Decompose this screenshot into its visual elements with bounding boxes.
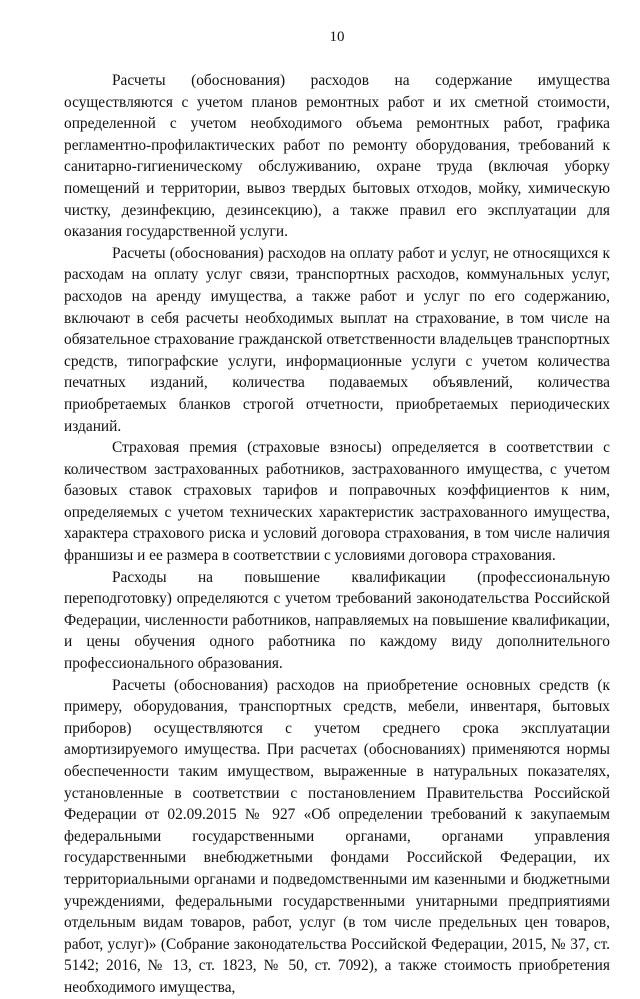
paragraph-property-maintenance: Расчеты (обоснования) расходов на содержание имущества осуществляются с учетом планов ремонтных работ и их сметной стоимости, определенной с учетом необходимого объема ремонтных работ, графика регламентно-профилактических работ по ремонту оборудования, требований к санитарно-гигиеническому обслуживанию, охране труда (включая уборку помещений и территории, вывоз твердых бытовых отходов, мойку, химическую чистку, дезинфекцию, дезинсекцию), а также правил его эксплуатации для оказания государственной услуги. bbox=[64, 72, 610, 241]
paragraph-fixed-assets: Расчеты (обоснования) расходов на приобретение основных средств (к примеру, оборудования, транспортных средств, мебели, инвентаря, бытовых приборов) осуществляются с учетом среднего срока эксплуатации амортизируемого имущества. При расчетах (обоснованиях) применяются нормы обеспеченности таким имуществом, выраженные в натуральных показателях, установленные в соответствии с постановлением Правительства Российской Федерации от 02.09.2015 № 927 «Об определении требований к закупаемым федеральными государственными органами, органами управления государственными внебюджетными фондами Российской Федерации, их территориальными органами и подведомственными им казенными и бюджетными учреждениями, федеральными государственными унитарными предприятиями отдельным видам товаров, работ, услуг (в том числе предельных цен товаров, работ, услуг)» (Собрание законодательства Российской Федерации, 2015, № 37, ст. 5142; 2016, № 13, ст. 1823, № 50, ст. 7092), а также стоимость приобретения необходимого имущества, bbox=[64, 676, 610, 996]
paragraph-insurance-premium: Страховая премия (страховые взносы) определяется в соответствии с количеством застрахованных работников, застрахованного имущества, с учетом базовых ставок страховых тарифов и поправочных коэффициентов к ним, определяемых с учетом технических характеристик застрахованного имущества, характера страхового риска и условий договора страхования, в том числе наличия франшизы и ее размера в соответствии с условиями договора страхования. bbox=[64, 439, 610, 565]
paragraph-works-and-services: Расчеты (обоснования) расходов на оплату работ и услуг, не относящихся к расходам на оплату услуг связи, транспортных расходов, коммунальных услуг, расходов на аренду имущества, а также работ и услуг по его содержанию, включают в себя расчеты необходимых выплат на страхование, в том числе на обязательное страхование гражданской ответственности владельцев транспортных средств, типографские услуги, информационные услуги с учетом количества печатных изданий, количества подаваемых объявлений, количества приобретаемых бланков строгой отчетности, приобретаемых периодических изданий. bbox=[64, 244, 610, 435]
page-number: 10 bbox=[329, 29, 345, 45]
paragraph-professional-training: Расходы на повышение квалификации (профессиональную переподготовку) определяются с учетом требований законодательства Российской Федерации, численности работников, направляемых на повышение квалификации, и цены обучения одного работника по каждому виду дополнительного профессионального образования. bbox=[64, 568, 610, 673]
